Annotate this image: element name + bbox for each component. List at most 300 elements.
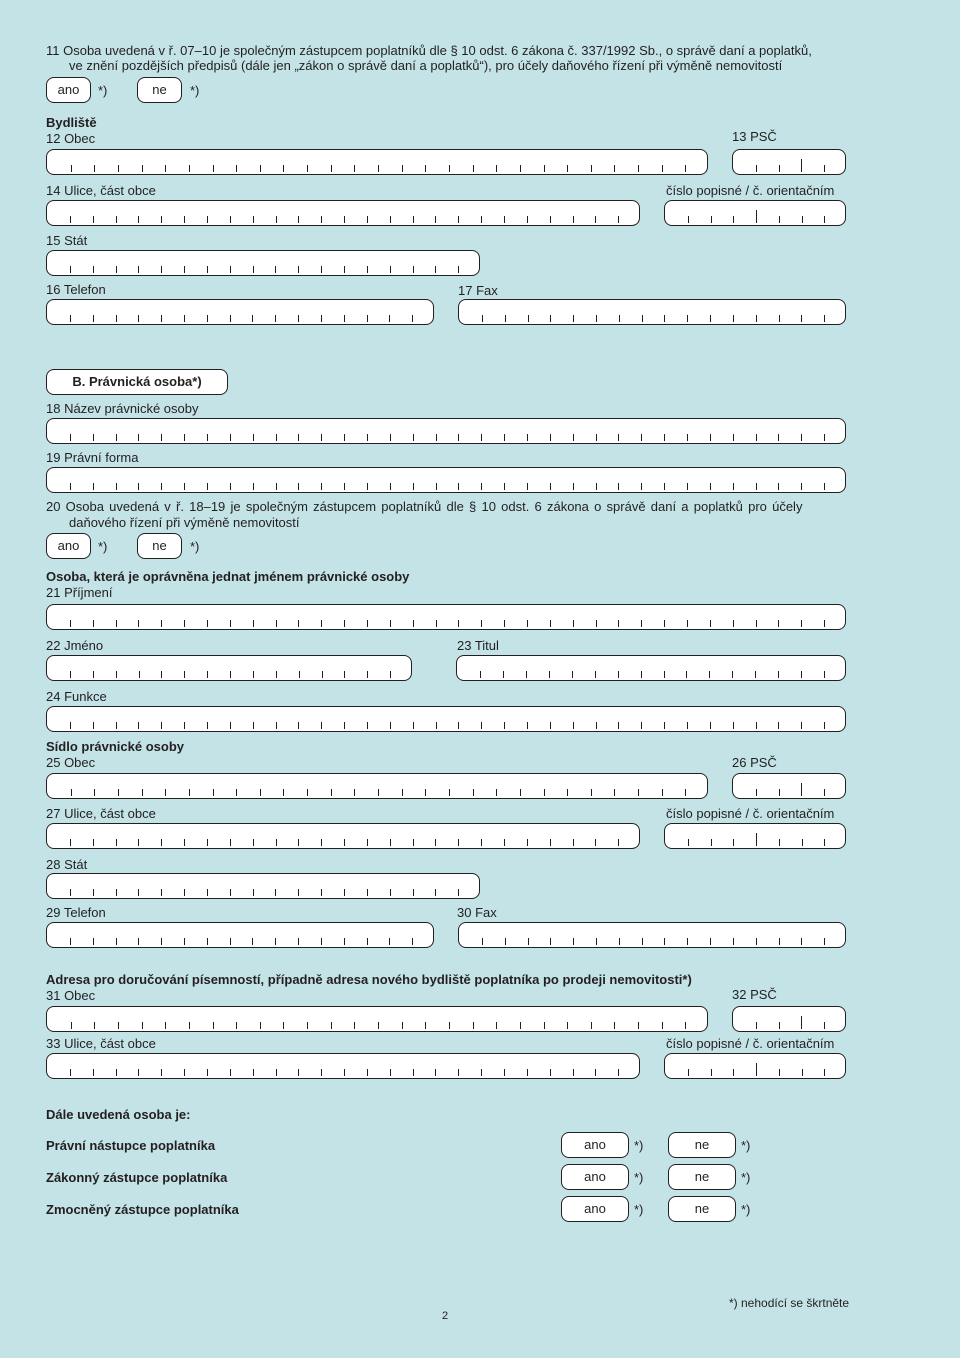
character-cell-divider: [390, 1069, 391, 1076]
character-cell-divider: [481, 434, 482, 441]
character-cell-divider: [116, 1069, 117, 1076]
character-cell-divider: [390, 266, 391, 273]
character-cell-divider: [687, 483, 688, 490]
character-cell-divider: [298, 938, 299, 945]
character-cell-divider: [573, 938, 574, 945]
character-cell-divider: [779, 938, 780, 945]
character-cell-divider: [189, 165, 190, 172]
character-cell-divider: [70, 671, 71, 678]
character-cell-divider: [390, 620, 391, 627]
cislo-field-14[interactable]: [664, 200, 846, 226]
character-cell-divider: [161, 671, 162, 678]
character-cell-divider: [425, 789, 426, 796]
further-row-no-box[interactable]: ne: [668, 1196, 736, 1222]
character-cell-divider: [496, 1022, 497, 1029]
character-cell-divider: [756, 1063, 757, 1076]
character-cell-divider: [756, 434, 757, 441]
character-cell-divider: [138, 266, 139, 273]
character-cell-divider: [801, 620, 802, 627]
character-cell-divider: [711, 839, 712, 846]
psc-label-13: 13 PSČ: [732, 129, 777, 144]
character-cell-divider: [413, 1069, 414, 1076]
item-20-yes-mark: *): [98, 539, 108, 554]
authorized-heading: Osoba, která je oprávněna jednat jménem právnické osoby: [46, 569, 410, 584]
character-cell-divider: [344, 938, 345, 945]
character-cell-divider: [449, 1022, 450, 1029]
character-cell-divider: [458, 483, 459, 490]
character-cell-divider: [412, 315, 413, 322]
character-cell-divider: [458, 620, 459, 627]
character-cell-divider: [298, 1069, 299, 1076]
fax-field-30[interactable]: [458, 922, 846, 948]
further-row-no-mark: *): [741, 1170, 751, 1185]
forma-field-19[interactable]: [46, 467, 846, 493]
character-cell-divider: [390, 434, 391, 441]
character-cell-divider: [118, 165, 119, 172]
character-cell-divider: [802, 839, 803, 846]
character-cell-divider: [824, 483, 825, 490]
character-cell-divider: [184, 1069, 185, 1076]
character-cell-divider: [778, 620, 779, 627]
character-cell-divider: [527, 1069, 528, 1076]
character-cell-divider: [436, 434, 437, 441]
character-cell-divider: [165, 1022, 166, 1029]
character-cell-divider: [550, 216, 551, 223]
character-cell-divider: [687, 434, 688, 441]
character-cell-divider: [184, 671, 185, 678]
character-cell-divider: [550, 938, 551, 945]
character-cell-divider: [573, 315, 574, 322]
character-cell-divider: [527, 483, 528, 490]
character-cell-divider: [664, 483, 665, 490]
character-cell-divider: [321, 1069, 322, 1076]
character-cell-divider: [344, 722, 345, 729]
character-cell-divider: [618, 722, 619, 729]
character-cell-divider: [549, 671, 550, 678]
character-cell-divider: [596, 315, 597, 322]
character-cell-divider: [184, 839, 185, 846]
character-cell-divider: [614, 789, 615, 796]
character-cell-divider: [413, 839, 414, 846]
character-cell-divider: [550, 620, 551, 627]
character-cell-divider: [252, 938, 253, 945]
character-cell-divider: [344, 483, 345, 490]
character-cell-divider: [207, 839, 208, 846]
character-cell-divider: [207, 266, 208, 273]
character-cell-divider: [207, 1069, 208, 1076]
character-cell-divider: [116, 434, 117, 441]
section-b-title: B. Právnická osoba*): [46, 369, 228, 395]
character-cell-divider: [664, 434, 665, 441]
character-cell-divider: [230, 671, 231, 678]
character-cell-divider: [664, 671, 665, 678]
character-cell-divider: [619, 938, 620, 945]
character-cell-divider: [480, 671, 481, 678]
further-heading: Dále uvedená osoba je:: [46, 1107, 191, 1122]
character-cell-divider: [93, 216, 94, 223]
psc-label-26: 26 PSČ: [732, 755, 777, 770]
ulice-field-33[interactable]: [46, 1053, 640, 1079]
character-cell-divider: [687, 722, 688, 729]
character-cell-divider: [596, 722, 597, 729]
character-cell-divider: [824, 789, 825, 796]
character-cell-divider: [458, 722, 459, 729]
character-cell-divider: [390, 889, 391, 896]
obec-field-31[interactable]: [46, 1006, 708, 1032]
character-cell-divider: [824, 1069, 825, 1076]
character-cell-divider: [378, 165, 379, 172]
character-cell-divider: [614, 165, 615, 172]
obec-field-12[interactable]: [46, 149, 708, 175]
character-cell-divider: [367, 722, 368, 729]
character-cell-divider: [481, 839, 482, 846]
character-cell-divider: [94, 789, 95, 796]
character-cell-divider: [413, 722, 414, 729]
character-cell-divider: [778, 434, 779, 441]
forma-label-19: 19 Právní forma: [46, 450, 139, 465]
item-20-yes-box[interactable]: ano: [46, 533, 91, 559]
character-cell-divider: [425, 1022, 426, 1029]
character-cell-divider: [642, 315, 643, 322]
character-cell-divider: [618, 620, 619, 627]
character-cell-divider: [307, 789, 308, 796]
character-cell-divider: [253, 434, 254, 441]
character-cell-divider: [619, 315, 620, 322]
character-cell-divider: [520, 1022, 521, 1029]
character-cell-divider: [276, 671, 277, 678]
character-cell-divider: [801, 315, 802, 322]
character-cell-divider: [321, 839, 322, 846]
character-cell-divider: [161, 315, 162, 322]
character-cell-divider: [595, 839, 596, 846]
character-cell-divider: [572, 671, 573, 678]
character-cell-divider: [567, 1022, 568, 1029]
character-cell-divider: [276, 839, 277, 846]
character-cell-divider: [344, 1069, 345, 1076]
character-cell-divider: [71, 165, 72, 172]
character-cell-divider: [503, 671, 504, 678]
character-cell-divider: [550, 839, 551, 846]
character-cell-divider: [544, 165, 545, 172]
character-cell-divider: [436, 483, 437, 490]
character-cell-divider: [528, 315, 529, 322]
character-cell-divider: [184, 266, 185, 273]
character-cell-divider: [389, 315, 390, 322]
character-cell-divider: [596, 483, 597, 490]
character-cell-divider: [412, 938, 413, 945]
funkce-field-24[interactable]: [46, 706, 846, 732]
character-cell-divider: [481, 1069, 482, 1076]
character-cell-divider: [367, 620, 368, 627]
cislo-field-33[interactable]: [664, 1053, 846, 1079]
ulice-field-27[interactable]: [46, 823, 640, 849]
character-cell-divider: [93, 315, 94, 322]
cislo-field-27[interactable]: [664, 823, 846, 849]
character-cell-divider: [118, 1022, 119, 1029]
character-cell-divider: [93, 483, 94, 490]
character-cell-divider: [276, 1069, 277, 1076]
character-cell-divider: [662, 1022, 663, 1029]
character-cell-divider: [710, 315, 711, 322]
character-cell-divider: [425, 165, 426, 172]
character-cell-divider: [331, 789, 332, 796]
character-cell-divider: [138, 722, 139, 729]
character-cell-divider: [436, 620, 437, 627]
character-cell-divider: [573, 1069, 574, 1076]
character-cell-divider: [299, 671, 300, 678]
item-11-yes-box[interactable]: ano: [46, 77, 91, 103]
further-row-label: Právní nástupce poplatníka: [46, 1138, 216, 1153]
character-cell-divider: [435, 1069, 436, 1076]
character-cell-divider: [367, 216, 368, 223]
character-cell-divider: [389, 938, 390, 945]
character-cell-divider: [504, 216, 505, 223]
character-cell-divider: [70, 1069, 71, 1076]
character-cell-divider: [93, 434, 94, 441]
residence-heading: Bydliště: [46, 115, 97, 130]
character-cell-divider: [756, 210, 757, 223]
character-cell-divider: [664, 315, 665, 322]
character-cell-divider: [779, 839, 780, 846]
character-cell-divider: [458, 266, 459, 273]
telefon-field-29[interactable]: [46, 922, 434, 948]
character-cell-divider: [733, 839, 734, 846]
character-cell-divider: [618, 216, 619, 223]
character-cell-divider: [526, 671, 527, 678]
jmeno-field-22[interactable]: [46, 655, 412, 681]
character-cell-divider: [614, 1022, 615, 1029]
character-cell-divider: [390, 216, 391, 223]
character-cell-divider: [189, 1022, 190, 1029]
character-cell-divider: [390, 839, 391, 846]
character-cell-divider: [207, 671, 208, 678]
stat-label-28: 28 Stát: [46, 857, 88, 872]
character-cell-divider: [298, 216, 299, 223]
further-row-yes-mark: *): [634, 1138, 644, 1153]
character-cell-divider: [161, 1069, 162, 1076]
character-cell-divider: [504, 839, 505, 846]
character-cell-divider: [390, 671, 391, 678]
nazev-field-18[interactable]: [46, 418, 846, 444]
character-cell-divider: [367, 434, 368, 441]
psc-field-32[interactable]: [732, 1006, 846, 1032]
character-cell-divider: [618, 483, 619, 490]
character-cell-divider: [116, 671, 117, 678]
character-cell-divider: [710, 722, 711, 729]
item-20-no-mark: *): [190, 539, 200, 554]
character-cell-divider: [528, 938, 529, 945]
character-cell-divider: [824, 671, 825, 678]
character-cell-divider: [520, 789, 521, 796]
character-cell-divider: [664, 722, 665, 729]
character-cell-divider: [207, 483, 208, 490]
character-cell-divider: [253, 839, 254, 846]
stat-field-28[interactable]: [46, 873, 480, 899]
character-cell-divider: [402, 165, 403, 172]
character-cell-divider: [116, 938, 117, 945]
psc-field-26[interactable]: [732, 773, 846, 799]
character-cell-divider: [458, 216, 459, 223]
character-cell-divider: [435, 216, 436, 223]
character-cell-divider: [687, 315, 688, 322]
character-cell-divider: [93, 889, 94, 896]
character-cell-divider: [253, 620, 254, 627]
cislo-label-14: číslo popisné / č. orientačním: [666, 183, 835, 198]
character-cell-divider: [142, 1022, 143, 1029]
character-cell-divider: [733, 434, 734, 441]
stat-field-15[interactable]: [46, 250, 480, 276]
character-cell-divider: [756, 938, 757, 945]
item-20-no-box[interactable]: ne: [137, 533, 182, 559]
character-cell-divider: [779, 216, 780, 223]
item-11-yes-mark: *): [98, 83, 108, 98]
character-cell-divider: [367, 671, 368, 678]
character-cell-divider: [733, 938, 734, 945]
character-cell-divider: [298, 315, 299, 322]
character-cell-divider: [802, 1069, 803, 1076]
character-cell-divider: [184, 938, 185, 945]
character-cell-divider: [253, 671, 254, 678]
character-cell-divider: [71, 1022, 72, 1029]
character-cell-divider: [801, 938, 802, 945]
character-cell-divider: [801, 783, 802, 796]
character-cell-divider: [93, 266, 94, 273]
character-cell-divider: [591, 1022, 592, 1029]
character-cell-divider: [550, 483, 551, 490]
further-row-yes-box[interactable]: ano: [561, 1196, 629, 1222]
character-cell-divider: [458, 1069, 459, 1076]
character-cell-divider: [756, 722, 757, 729]
character-cell-divider: [595, 1069, 596, 1076]
character-cell-divider: [482, 938, 483, 945]
character-cell-divider: [70, 216, 71, 223]
character-cell-divider: [138, 216, 139, 223]
character-cell-divider: [473, 789, 474, 796]
character-cell-divider: [161, 938, 162, 945]
character-cell-divider: [641, 620, 642, 627]
character-cell-divider: [354, 789, 355, 796]
character-cell-divider: [161, 216, 162, 223]
obec-label-31: 31 Obec: [46, 988, 96, 1003]
prijmeni-field-21[interactable]: [46, 604, 846, 630]
titul-field-23[interactable]: [456, 655, 846, 681]
character-cell-divider: [756, 789, 757, 796]
character-cell-divider: [367, 938, 368, 945]
character-cell-divider: [207, 620, 208, 627]
prijmeni-label-21: 21 Příjmení: [46, 585, 113, 600]
telefon-field-16[interactable]: [46, 299, 434, 325]
further-row-yes-box[interactable]: ano: [561, 1164, 629, 1190]
character-cell-divider: [70, 722, 71, 729]
character-cell-divider: [641, 722, 642, 729]
telefon-label-29: 29 Telefon: [46, 905, 106, 920]
character-cell-divider: [354, 165, 355, 172]
character-cell-divider: [505, 938, 506, 945]
character-cell-divider: [367, 266, 368, 273]
character-cell-divider: [236, 789, 237, 796]
character-cell-divider: [824, 165, 825, 172]
character-cell-divider: [733, 315, 734, 322]
character-cell-divider: [207, 722, 208, 729]
character-cell-divider: [413, 889, 414, 896]
character-cell-divider: [449, 165, 450, 172]
character-cell-divider: [283, 789, 284, 796]
character-cell-divider: [638, 165, 639, 172]
character-cell-divider: [367, 839, 368, 846]
fax-label-17: 17 Fax: [458, 283, 498, 298]
character-cell-divider: [779, 315, 780, 322]
further-row-no-mark: *): [741, 1202, 751, 1217]
character-cell-divider: [70, 889, 71, 896]
character-cell-divider: [321, 889, 322, 896]
character-cell-divider: [184, 434, 185, 441]
character-cell-divider: [230, 483, 231, 490]
psc-field-13[interactable]: [732, 149, 846, 175]
character-cell-divider: [230, 1069, 231, 1076]
further-row-no-box[interactable]: ne: [668, 1132, 736, 1158]
obec-field-25[interactable]: [46, 773, 708, 799]
titul-label-23: 23 Titul: [457, 638, 499, 653]
character-cell-divider: [253, 266, 254, 273]
fax-field-17[interactable]: [458, 299, 846, 325]
character-cell-divider: [413, 434, 414, 441]
character-cell-divider: [756, 483, 757, 490]
further-row-yes-box[interactable]: ano: [561, 1132, 629, 1158]
obec-label-12: 12 Obec: [46, 131, 96, 146]
character-cell-divider: [161, 620, 162, 627]
character-cell-divider: [138, 483, 139, 490]
character-cell-divider: [686, 671, 687, 678]
character-cell-divider: [688, 839, 689, 846]
character-cell-divider: [207, 434, 208, 441]
character-cell-divider: [321, 434, 322, 441]
character-cell-divider: [70, 483, 71, 490]
character-cell-divider: [275, 266, 276, 273]
character-cell-divider: [116, 315, 117, 322]
character-cell-divider: [390, 722, 391, 729]
character-cell-divider: [161, 722, 162, 729]
character-cell-divider: [449, 789, 450, 796]
ulice-field-14[interactable]: [46, 200, 640, 226]
character-cell-divider: [688, 1069, 689, 1076]
character-cell-divider: [331, 165, 332, 172]
character-cell-divider: [664, 620, 665, 627]
character-cell-divider: [756, 1022, 757, 1029]
character-cell-divider: [116, 483, 117, 490]
page-number: 2: [442, 1310, 449, 1322]
character-cell-divider: [824, 839, 825, 846]
item-11-no-box[interactable]: ne: [137, 77, 182, 103]
character-cell-divider: [733, 722, 734, 729]
character-cell-divider: [184, 620, 185, 627]
character-cell-divider: [321, 216, 322, 223]
delivery-heading: Adresa pro doručování písemností, případně adresa nového bydliště poplatníka po prodeji nemovitosti*): [46, 972, 692, 987]
character-cell-divider: [504, 483, 505, 490]
character-cell-divider: [260, 165, 261, 172]
character-cell-divider: [230, 216, 231, 223]
further-row-no-box[interactable]: ne: [668, 1164, 736, 1190]
character-cell-divider: [596, 434, 597, 441]
character-cell-divider: [573, 216, 574, 223]
character-cell-divider: [458, 839, 459, 846]
character-cell-divider: [321, 483, 322, 490]
character-cell-divider: [230, 266, 231, 273]
character-cell-divider: [93, 839, 94, 846]
character-cell-divider: [321, 315, 322, 322]
character-cell-divider: [473, 165, 474, 172]
character-cell-divider: [236, 1022, 237, 1029]
character-cell-divider: [378, 789, 379, 796]
